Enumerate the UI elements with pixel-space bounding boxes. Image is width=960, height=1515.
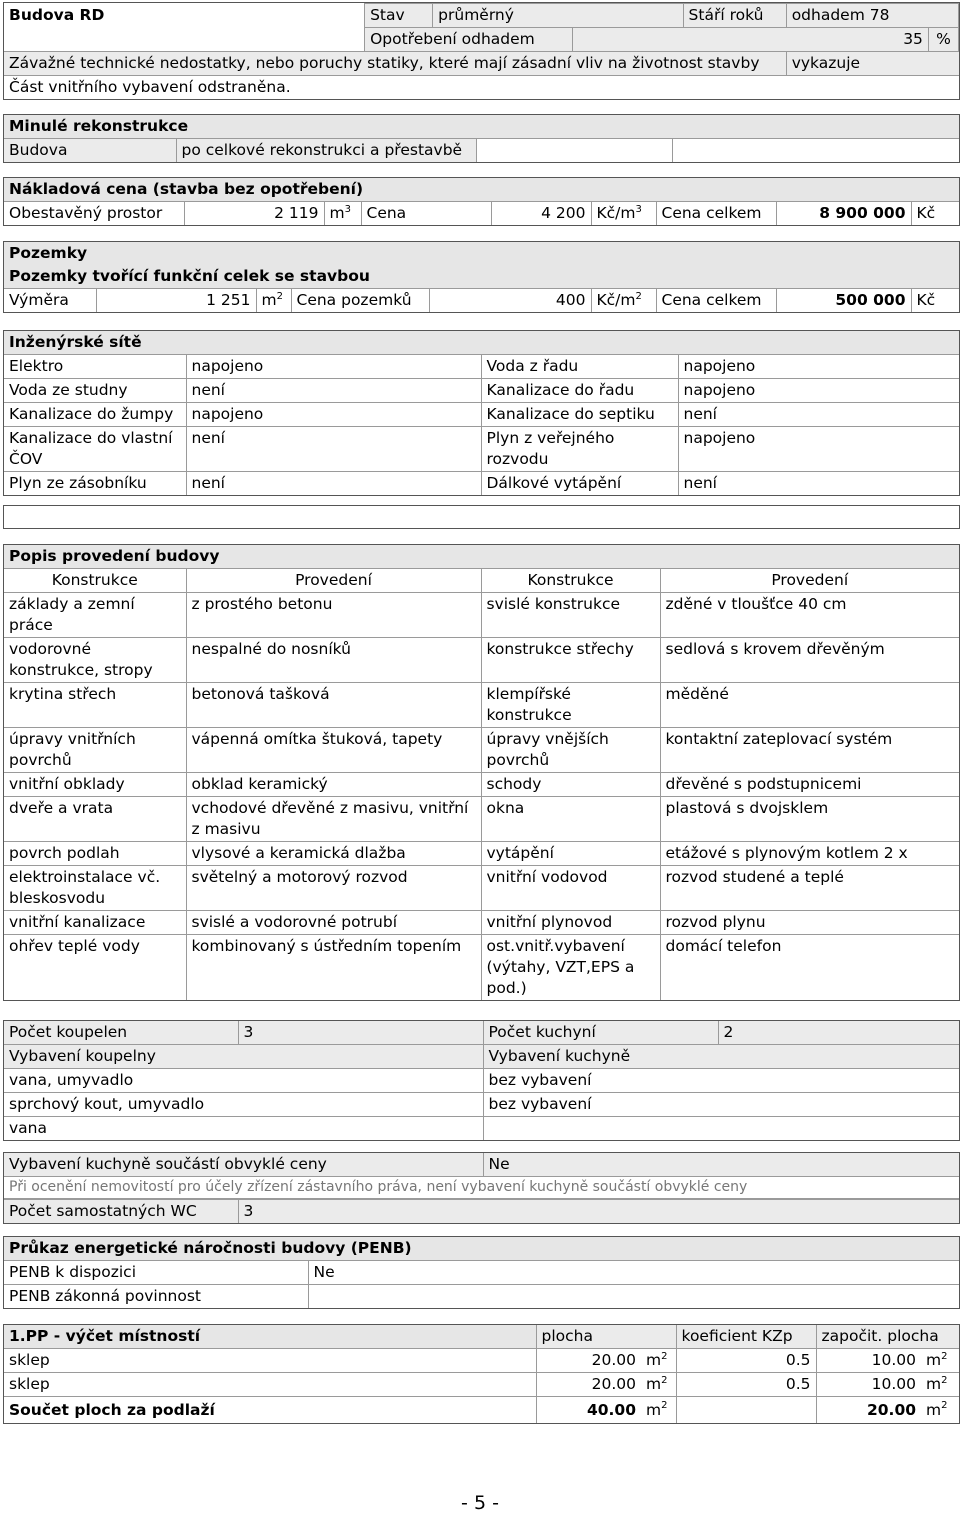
network-row: [4, 472, 959, 496]
kitchen-equip-label: Vybavení kuchyně: [483, 1045, 959, 1069]
construction-heading: Popis provedení budovy: [4, 545, 959, 569]
penb-section: [3, 1236, 960, 1309]
construction-execution: světelný a motorový rozvod: [186, 866, 481, 911]
network-name: Kanalizace do řadu: [481, 379, 678, 403]
construction-execution: zděné v tloušťce 40 cm: [660, 593, 959, 638]
rooms-table: 1.PP - výčet místností plocha koeficient KZp započit. plocha sklep 20.00 $m^2$ 0.5 10.00 $m^2$ sklep 20.00 $m^2$ 0.5 10.00 $m^2$ Součet ploch za podlaží 40.00 $m^2$ 20.00 $m^2$: [4, 1325, 959, 1423]
room-area-unit-cell: $m^2$: [641, 1373, 676, 1397]
room-counted-unit-cell: $m^2$: [921, 1349, 959, 1373]
construction-row: [4, 935, 959, 1001]
network-name: Kanalizace do septiku: [481, 403, 678, 427]
construction-part: vodorovné konstrukce, stropy: [4, 638, 186, 683]
bath-item: vana, umyvadlo: [4, 1069, 483, 1093]
area-unit: m: [261, 291, 277, 309]
cost-section: [3, 177, 960, 226]
network-row: [4, 379, 959, 403]
equipment-row: [4, 1093, 959, 1117]
penb-obligation-label: PENB zákonná povinnost: [4, 1285, 308, 1309]
construction-execution: z prostého betonu: [186, 593, 481, 638]
bathrooms-label: Počet koupelen: [4, 1021, 238, 1045]
kitchen-in-price-label: Vybavení kuchyně součástí obvyklé ceny: [4, 1153, 483, 1177]
network-status: není: [678, 403, 959, 427]
network-name: Plyn z veřejného rozvodu: [481, 427, 678, 472]
page-number: - 5 -: [461, 1492, 499, 1514]
equipment-table: [4, 1021, 959, 1140]
space-unit: m: [329, 204, 345, 222]
construction-part: dveře a vrata: [4, 797, 186, 842]
network-status: není: [186, 427, 481, 472]
room-row: [4, 1349, 959, 1373]
kitchen-price-table: [4, 1153, 959, 1223]
room-area-unit: m: [646, 1375, 662, 1393]
room-area: 20.00: [536, 1373, 641, 1397]
rooms-col-area: plocha: [536, 1325, 676, 1349]
construction-part: základy a zemní práce: [4, 593, 186, 638]
rooms-rows: [4, 1349, 959, 1397]
cost-total-value: 8 900 000: [776, 202, 911, 226]
land-price-label: Cena pozemků: [291, 289, 429, 313]
network-status: napojeno: [186, 403, 481, 427]
construction-part: ohřev teplé vody: [4, 935, 186, 1001]
construction-rows: [4, 593, 959, 1001]
rooms-total-label: Součet ploch za podlaží: [4, 1397, 536, 1424]
room-area-unit: m: [646, 1351, 662, 1369]
stav-label: Stav: [365, 4, 433, 28]
room-area-unit-cell: $m^2$: [641, 1349, 676, 1373]
network-status: napojeno: [678, 379, 959, 403]
construction-part: vnitřní obklady: [4, 773, 186, 797]
construction-part: konstrukce střechy: [481, 638, 660, 683]
room-name: sklep: [4, 1373, 536, 1397]
networks-table: [4, 331, 959, 495]
penb-table: [4, 1237, 959, 1308]
construction-execution: kontaktní zateplovací systém: [660, 728, 959, 773]
room-area: 20.00: [536, 1349, 641, 1373]
network-row: [4, 403, 959, 427]
kitchen-note: Při ocenění nemovitostí pro účely zřízení zástavního práva, není vybavení kuchyně součástí obvyklé ceny: [4, 1177, 959, 1199]
rooms-col-coef: koeficient KZp: [676, 1325, 816, 1349]
bath-equip-label: Vybavení koupelny: [4, 1045, 483, 1069]
construction-execution: dřevěné s podstupnicemi: [660, 773, 959, 797]
construction-execution: betonová tašková: [186, 683, 481, 728]
network-row: [4, 355, 959, 379]
kitchen-item: bez vybavení: [483, 1069, 959, 1093]
opotrebeni-unit: %: [928, 28, 958, 52]
bath-item: vana: [4, 1117, 483, 1141]
construction-row: [4, 773, 959, 797]
networks-rows: [4, 355, 959, 496]
reconstruction-value: po celkové rekonstrukci a přestavbě: [176, 139, 476, 163]
opotrebeni-value: 35: [573, 28, 929, 52]
room-counted-unit: m: [926, 1375, 942, 1393]
land-price-value: 400: [429, 289, 591, 313]
reconstruction-table: [4, 115, 959, 162]
rooms-total-counted-unit: m: [926, 1401, 942, 1419]
construction-execution: měděné: [660, 683, 959, 728]
land-total-unit: Kč: [911, 289, 959, 313]
land-table: Pozemky Pozemky tvořící funkční celek se stavbou Výměra 1 251 $m^2$ Cena pozemků 400 $Kč/m^2$ Cena celkem 500 000 Kč: [4, 242, 959, 312]
construction-part: elektroinstalace vč. bleskosvodu: [4, 866, 186, 911]
building-section: [3, 2, 960, 100]
col-provedeni-2: Provedení: [660, 569, 959, 593]
network-status: napojeno: [186, 355, 481, 379]
construction-part: krytina střech: [4, 683, 186, 728]
construction-execution: rozvod studené a teplé: [660, 866, 959, 911]
land-total-label: Cena celkem: [656, 289, 776, 313]
network-status: napojeno: [678, 427, 959, 472]
network-name: Elektro: [4, 355, 186, 379]
kitchen-in-price-value: Ne: [483, 1153, 959, 1177]
opotrebeni-label: Opotřebení odhadem: [365, 28, 573, 52]
kitchen-item: [483, 1117, 959, 1141]
bath-item: sprchový kout, umyvadlo: [4, 1093, 483, 1117]
construction-execution: etážové s plynovým kotlem 2 x: [660, 842, 959, 866]
network-name: Dálkové vytápění: [481, 472, 678, 496]
room-counted-unit: m: [926, 1351, 942, 1369]
network-status: není: [186, 379, 481, 403]
land-total-value: 500 000: [776, 289, 911, 313]
price-label: Cena: [361, 202, 491, 226]
networks-heading: Inženýrské sítě: [4, 331, 959, 355]
construction-execution: obklad keramický: [186, 773, 481, 797]
construction-row: [4, 911, 959, 935]
building-table: [4, 3, 959, 99]
equipment-row: [4, 1069, 959, 1093]
construction-execution: vápenná omítka štuková, tapety: [186, 728, 481, 773]
construction-row: [4, 866, 959, 911]
equipment-items: [4, 1069, 959, 1141]
construction-part: okna: [481, 797, 660, 842]
network-name: Plyn ze zásobníku: [4, 472, 186, 496]
building-title: Budova RD: [4, 4, 365, 28]
construction-row: [4, 728, 959, 773]
construction-row: [4, 593, 959, 638]
price-unit: Kč/m: [596, 204, 636, 222]
wc-value: 3: [238, 1200, 959, 1224]
land-price-unit: Kč/m: [596, 291, 636, 309]
construction-part: vnitřní plynovod: [481, 911, 660, 935]
construction-execution: kombinovaný s ústředním topením: [186, 935, 481, 1001]
col-konstrukce-2: Konstrukce: [481, 569, 660, 593]
network-name: Voda z řadu: [481, 355, 678, 379]
defects-value: vykazuje: [786, 52, 958, 76]
kitchen-price-section: [3, 1152, 960, 1224]
room-counted: 10.00: [816, 1349, 921, 1373]
land-section: [3, 241, 960, 313]
cost-total-label: Cena celkem: [656, 202, 776, 226]
construction-part: povrch podlah: [4, 842, 186, 866]
land-subheading: Pozemky tvořící funkční celek se stavbou: [4, 265, 959, 289]
building-note: Část vnitřního vybavení odstraněna.: [9, 78, 291, 96]
wc-label: Počet samostatných WC: [4, 1200, 238, 1224]
construction-execution: nespalné do nosníků: [186, 638, 481, 683]
cost-total-unit: Kč: [911, 202, 959, 226]
construction-execution: vchodové dřevěné z masivu, vnitřní z masivu: [186, 797, 481, 842]
construction-execution: svislé a vodorovné potrubí: [186, 911, 481, 935]
penb-heading: Průkaz energetické náročnosti budovy (PENB): [4, 1237, 959, 1261]
rooms-section: [3, 1324, 960, 1424]
area-value: 1 251: [96, 289, 256, 313]
network-name: Kanalizace do vlastní ČOV: [4, 427, 186, 472]
construction-part: úpravy vnitřních povrchů: [4, 728, 186, 773]
rooms-total-area-unit: m: [646, 1401, 662, 1419]
construction-part: svislé konstrukce: [481, 593, 660, 638]
construction-part: vnitřní vodovod: [481, 866, 660, 911]
col-provedeni-1: Provedení: [186, 569, 481, 593]
construction-part: vnitřní kanalizace: [4, 911, 186, 935]
kitchens-label: Počet kuchyní: [483, 1021, 718, 1045]
equipment-row: [4, 1117, 959, 1141]
reconstruction-heading: Minulé rekonstrukce: [4, 115, 959, 139]
rooms-total-counted: 20.00: [816, 1397, 921, 1424]
kitchens-value: 2: [718, 1021, 959, 1045]
space-label: Obestavěný prostor: [4, 202, 184, 226]
room-row: [4, 1373, 959, 1397]
penb-available-value: Ne: [308, 1261, 959, 1285]
reconstruction-section: [3, 114, 960, 163]
construction-execution: plastová s dvojsklem: [660, 797, 959, 842]
empty-box: [3, 505, 960, 529]
cost-table: Nákladová cena (stavba bez opotřebení) Obestavěný prostor 2 119 $m^3$ Cena 4 200 $Kč/m^3$ Cena celkem 8 900 000 Kč: [4, 178, 959, 225]
col-konstrukce-1: Konstrukce: [4, 569, 186, 593]
construction-part: klempířské konstrukce: [481, 683, 660, 728]
construction-table: [4, 545, 959, 1000]
room-counted: 10.00: [816, 1373, 921, 1397]
land-heading: Pozemky: [4, 242, 959, 265]
network-status: není: [186, 472, 481, 496]
construction-execution: sedlová s krovem dřevěným: [660, 638, 959, 683]
penb-available-label: PENB k dispozici: [4, 1261, 308, 1285]
reconstruction-label: Budova: [4, 139, 176, 163]
equipment-section: [3, 1020, 960, 1141]
network-status: napojeno: [678, 355, 959, 379]
penb-obligation-value: [308, 1285, 959, 1309]
stari-value: odhadem 78: [786, 4, 958, 28]
stav-value: průměrný: [433, 4, 683, 28]
kitchen-item: bez vybavení: [483, 1093, 959, 1117]
space-value: 2 119: [184, 202, 324, 226]
network-status: není: [678, 472, 959, 496]
construction-row: [4, 797, 959, 842]
cost-heading: Nákladová cena (stavba bez opotřebení): [4, 178, 959, 202]
construction-part: ost.vnitř.vybavení (výtahy, VZT,EPS a pod.): [481, 935, 660, 1001]
room-name: sklep: [4, 1349, 536, 1373]
construction-row: [4, 842, 959, 866]
network-name: Kanalizace do žumpy: [4, 403, 186, 427]
construction-part: schody: [481, 773, 660, 797]
construction-section: [3, 544, 960, 1001]
networks-section: [3, 330, 960, 496]
room-counted-unit-cell: $m^2$: [921, 1373, 959, 1397]
construction-part: úpravy vnějších povrchů: [481, 728, 660, 773]
defects-label: Závažné technické nedostatky, nebo poruchy statiky, které mají zásadní vliv na životnost stavby: [4, 52, 786, 76]
rooms-heading: 1.PP - výčet místností: [4, 1325, 536, 1349]
construction-part: vytápění: [481, 842, 660, 866]
construction-row: [4, 683, 959, 728]
stari-label: Stáří roků: [683, 4, 786, 28]
construction-execution: domácí telefon: [660, 935, 959, 1001]
area-label: Výměra: [4, 289, 96, 313]
construction-execution: rozvod plynu: [660, 911, 959, 935]
construction-row: [4, 638, 959, 683]
network-row: [4, 427, 959, 472]
bathrooms-value: 3: [238, 1021, 483, 1045]
rooms-total-area: 40.00: [536, 1397, 641, 1424]
price-value: 4 200: [491, 202, 591, 226]
rooms-col-counted: započit. plocha: [816, 1325, 959, 1349]
construction-execution: vlysové a keramická dlažba: [186, 842, 481, 866]
room-coef: 0.5: [676, 1373, 816, 1397]
room-coef: 0.5: [676, 1349, 816, 1373]
network-name: Voda ze studny: [4, 379, 186, 403]
